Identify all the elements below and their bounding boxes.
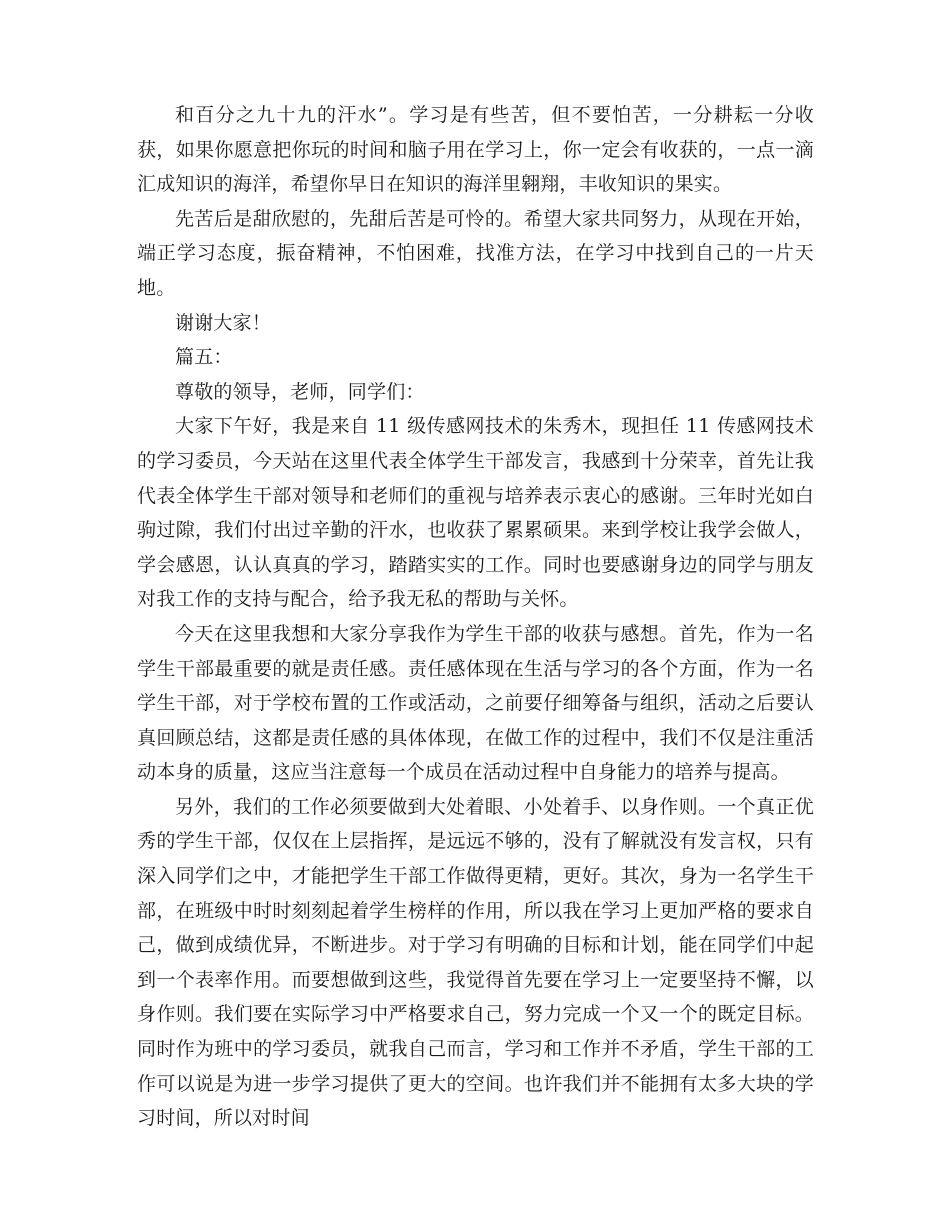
section-heading: 篇五：	[175, 346, 233, 369]
salutation: 尊敬的领导，老师，同学们：	[175, 380, 425, 403]
document-body	[137, 98, 814, 1136]
paragraph: 另外，我们的工作必须要做到大处着眼、小处着手、以身作则。一个真正优秀的学生干部，仅仅在上层指挥，是远远不够的，没有了解就没有发言权，只有深入同学们之中，才能把学生干部工作做得更精，更好。其次，身为一名学生干部，在班级中时时刻刻起着学生榜样的作用，所以我在学习上更加严格的要求自己，做到成绩优异，不断进步。对于学习有明确的目标和计划，能在同学们中起到一个表率作用。而要想做到这些，我觉得首先要在学习上一定要坚持不懈，以身作则。我们要在实际学习中严格要求自己，努力完成一个又一个的既定目标。同时作为班中的学习委员，就我自己而言，学习和工作并不矛盾，学生干部的工作可以说是为进一步学习提供了更大的空间。也许我们并不能拥有太多大块的学习时间，所以对时间	[137, 795, 814, 1130]
paragraph-continued: 和百分之九十九的汗水”。学习是有些苦，但不要怕苦，一分耕耘一分收获，如果你愿意把你玩的时间和脑子用在学习上，你一定会有收获的，一点一滴汇成知识的海洋，希望你早日在知识的海洋里翱翔，丰收知识的果实。	[137, 104, 814, 196]
paragraph: 先苦后是甜欣慰的，先甜后苦是可怜的。希望大家共同努力，从现在开始，端正学习态度，振奋精神，不怕困难，找准方法，在学习中找到自己的一片天地。	[137, 207, 814, 299]
paragraph: 大家下午好，我是来自 11 级传感网技术的朱秀木，现担任 11 传感网技术的学习委员，今天站在这里代表全体学生干部发言，我感到十分荣幸，首先让我代表全体学生干部对领导和老师们的重视与培养表示衷心的感谢。三年时光如白驹过隙，我们付出过辛勤的汗水，也收获了累累硕果。来到学校让我学会做人，学会感恩，认认真真的学习，踏踏实实的工作。同时也要感谢身边的同学与朋友对我工作的支持与配合，给予我无私的帮助与关怀。	[137, 415, 814, 611]
paragraph: 今天在这里我想和大家分享我作为学生干部的收获与感想。首先，作为一名学生干部最重要的就是责任感。责任感体现在生活与学习的各个方面，作为一名学生干部，对于学校布置的工作或活动，之前要仔细筹备与组织，活动之后要认真回顾总结，这都是责任感的具体体现，在做工作的过程中，我们不仅是注重活动本身的质量，这应当注意每一个成员在活动过程中自身能力的培养与提高。	[137, 622, 814, 784]
closing-thanks: 谢谢大家！	[175, 311, 272, 334]
